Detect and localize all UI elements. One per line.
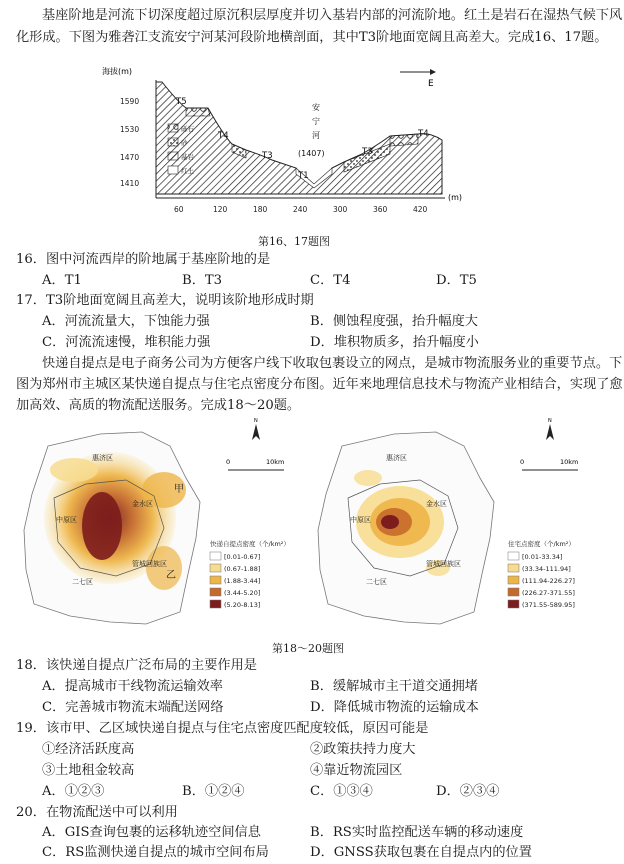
svg-text:(33.34-111.94]: (33.34-111.94] [522, 565, 571, 573]
district-erqi: 二七区 [72, 578, 93, 586]
svg-text:0: 0 [520, 458, 525, 466]
residential-density-map [318, 418, 578, 624]
q16-stem: 16．图中河流西岸的阶地属于基座阶地的是 [16, 252, 271, 267]
district-jinshui: 金水区 [132, 500, 153, 508]
svg-text:(1407): (1407) [298, 149, 325, 158]
district-guancheng: 管城回族区 [426, 560, 461, 568]
district-jinshui: 金水区 [426, 500, 447, 508]
terrace-label-t3-west: T3 [262, 151, 273, 161]
svg-text:N: N [548, 418, 552, 424]
district-zhongyuan: 中原区 [56, 516, 77, 524]
intro1-line1: 基座阶地是河流下切深度超过原沉积层厚度并切入基岩内部的河流阶地。红土是岩石在湿热气候下风 [42, 8, 623, 23]
x-tick: 240 [293, 205, 308, 214]
region-jia: 甲 [174, 484, 184, 495]
district-huiji: 惠济区 [92, 454, 113, 462]
scale-bar-right [520, 458, 578, 470]
q17-option-c[interactable]: C．河流流速慢，堆积能力强 [42, 335, 211, 350]
svg-text:宁: 宁 [312, 117, 320, 126]
q16-option-c[interactable]: C．T4 [310, 273, 351, 288]
x-tick: 420 [413, 205, 428, 214]
svg-text:10km: 10km [266, 458, 285, 466]
svg-text:(1.88-3.44]: (1.88-3.44] [224, 577, 261, 585]
terrace-label-t5: T5 [176, 97, 187, 107]
q19-stem: 19．该市甲、乙区域快递自提点与住宅点密度匹配度较低，原因可能是 [16, 721, 429, 736]
intro1-line2: 化形成。下图为雅砻江支流安宁河某河段阶地横剖面，其中T3阶地面宽阔且高差大。完成16、17题。 [16, 30, 608, 45]
q19-option-b[interactable]: B．①②④ [182, 784, 245, 799]
terrace-label-t4: T4 [218, 131, 229, 141]
x-tick: 60 [174, 205, 184, 214]
express-density-legend [210, 539, 290, 609]
y-axis-label: 海拔(m) [102, 67, 133, 76]
svg-text:[0.01-0.67]: [0.01-0.67] [224, 553, 261, 561]
q18-option-c[interactable]: C．完善城市物流末端配送网络 [42, 700, 224, 715]
north-arrow-right [546, 418, 554, 440]
q20-stem: 20．在物流配送中可以利用 [16, 805, 178, 820]
residential-density-legend [508, 539, 575, 609]
q17-option-a[interactable]: A．河流流量大，下蚀能力强 [42, 314, 210, 329]
terrace-cross-section [100, 60, 480, 230]
svg-text:河: 河 [312, 131, 320, 140]
intro2-line1: 快递自提点是电子商务公司为方便客户线下收取包裹设立的网点，是城市物流服务业的重要节点。下 [42, 356, 623, 371]
q18-stem: 18．该快递自提点广泛布局的主要作用是 [16, 658, 257, 673]
svg-text:基岩: 基岩 [181, 153, 194, 161]
q18-option-d[interactable]: D．降低城市物流的运输成本 [310, 700, 479, 715]
svg-text:(3.44-5.20]: (3.44-5.20] [224, 589, 261, 597]
q19-option-c[interactable]: C．①③④ [310, 784, 373, 799]
q20-option-b[interactable]: B．RS实时监控配送车辆的移动速度 [310, 825, 524, 840]
q17-option-d[interactable]: D．堆积物质多，抬升幅度小 [310, 335, 479, 350]
svg-text:0: 0 [226, 458, 231, 466]
x-tick: 180 [253, 205, 268, 214]
q18-option-a[interactable]: A．提高城市干线物流运输效率 [42, 679, 223, 694]
x-tick: 360 [373, 205, 388, 214]
figure2-caption: 第18～20题图 [272, 642, 344, 655]
intro2-line2: 图为郑州市主城区某快递自提点与住宅点密度分布图。近年来地理信息技术与物流产业相结合，实现了愈 [16, 377, 623, 392]
q19-statement-2: ②政策扶持力度大 [310, 742, 416, 757]
district-zhongyuan: 中原区 [350, 516, 371, 524]
terrace-label-t3-east: T3 [362, 147, 373, 157]
q20-option-d[interactable]: D．GNSS获取包裹在自提点内的位置 [310, 845, 532, 860]
district-huiji: 惠济区 [386, 454, 407, 462]
q19-option-d[interactable]: D．②③④ [436, 784, 500, 799]
q16-option-d[interactable]: D．T5 [436, 273, 477, 288]
district-guancheng: 管城回族区 [132, 560, 167, 568]
q17-option-b[interactable]: B．侧蚀程度强，抬升幅度大 [310, 314, 478, 329]
svg-text:(111.94-226.27]: (111.94-226.27] [522, 577, 575, 585]
svg-text:(0.67-1.88]: (0.67-1.88] [224, 565, 261, 573]
svg-text:红土: 红土 [181, 167, 194, 175]
svg-text:砾石: 砾石 [181, 125, 194, 133]
region-yi: 乙 [166, 570, 176, 581]
density-maps [14, 418, 610, 638]
express-point-density-map [24, 418, 290, 624]
svg-text:(5.20-8.13]: (5.20-8.13] [224, 601, 261, 609]
q17-stem: 17．T3阶地面宽阔且高差大，说明该阶地形成时期 [16, 293, 314, 308]
north-arrow-left [252, 418, 260, 440]
x-axis-unit: (m) [448, 193, 463, 202]
terrace-label-t4-east: T4 [418, 129, 429, 139]
svg-text:快递自提点密度（个/km²）: 快递自提点密度（个/km²） [210, 540, 290, 548]
svg-text:砂: 砂 [181, 139, 188, 147]
terrace-label-t1: T1 [298, 171, 309, 181]
q19-statement-1: ①经济活跃度高 [42, 742, 135, 757]
q20-option-a[interactable]: A．GIS查询包裹的运移轨迹空间信息 [42, 825, 261, 840]
q16-option-a[interactable]: A．T1 [42, 273, 82, 288]
x-tick: 300 [333, 205, 348, 214]
river-label [298, 102, 325, 158]
q16-option-b[interactable]: B．T3 [182, 273, 223, 288]
q19-statement-3: ③土地租金较高 [42, 763, 135, 778]
svg-text:N: N [254, 418, 258, 424]
y-tick: 1470 [120, 153, 140, 162]
svg-text:(226.27-371.55]: (226.27-371.55] [522, 589, 575, 597]
svg-text:住宅点密度（个/km²）: 住宅点密度（个/km²） [508, 540, 575, 548]
x-tick: 120 [213, 205, 228, 214]
svg-text:安: 安 [312, 103, 320, 112]
scale-bar-left [226, 458, 284, 470]
y-tick: 1530 [120, 125, 140, 134]
svg-text:[0.01-33.34]: [0.01-33.34] [522, 553, 563, 561]
q18-option-b[interactable]: B．缓解城市主干道交通拥堵 [310, 679, 478, 694]
q20-option-c[interactable]: C．RS监测快递自提点的城市空间布局 [42, 845, 269, 860]
svg-text:10km: 10km [560, 458, 579, 466]
figure1-caption: 第16、17题图 [258, 235, 330, 248]
q19-option-a[interactable]: A．①②③ [42, 784, 105, 799]
y-tick: 1410 [120, 179, 140, 188]
svg-text:(371.55-589.95]: (371.55-589.95] [522, 601, 575, 609]
q19-statement-4: ④靠近物流园区 [310, 763, 403, 778]
district-erqi: 二七区 [366, 578, 387, 586]
y-tick: 1590 [120, 97, 140, 106]
direction-east: E [428, 79, 434, 89]
intro2-line3: 加高效、高质的物流配送服务。完成18～20题。 [16, 398, 301, 413]
